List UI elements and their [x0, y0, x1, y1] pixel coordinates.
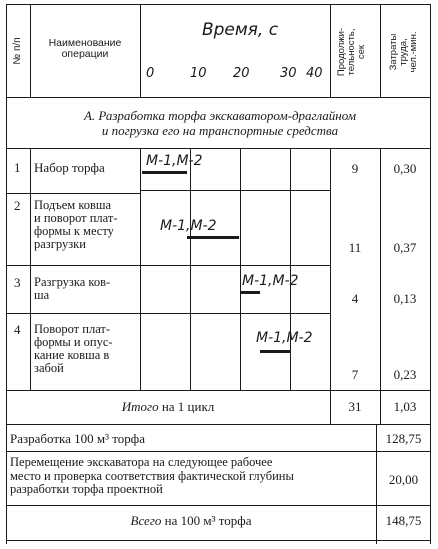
section-title: А. Разработка торфа экскаватором-драглайном и погрузка его на транспортные средства — [83, 108, 357, 138]
time-axis-title: Время, с — [201, 20, 279, 40]
gantt-bar-label: М-1,М-2 — [160, 218, 217, 234]
total-100-labor: 148,75 — [385, 513, 422, 528]
total-cycle-label-rest: на 1 цикл — [158, 399, 215, 414]
labor-value: 0,30 — [393, 161, 417, 176]
gantt-bar-label: М-1,М-2 — [256, 330, 313, 346]
gantt-bar — [187, 236, 239, 239]
gantt-bar-label: М-1,М-2 — [146, 153, 203, 169]
total-100-label — [6, 513, 376, 529]
relocation-labor: 20,00 — [388, 472, 419, 487]
labor-value: 0,23 — [393, 367, 417, 382]
operation-name: Набор торфа — [34, 160, 105, 175]
labor-value: 0,37 — [393, 240, 417, 255]
column-header-number: № п/п — [12, 37, 23, 65]
operation-name: Разгрузка ков- ша — [34, 275, 111, 302]
total-100-label-rest: на 100 м³ торфа — [161, 513, 252, 528]
duration-value: 7 — [351, 367, 359, 382]
operation-name: Подъем ковша и поворот плат- формы к месту разгрузки — [34, 198, 118, 251]
gantt-bar — [142, 171, 187, 174]
row-number: 1 — [14, 160, 21, 175]
operation-name: Поворот плат- формы и опус- кание ковша в забой — [34, 322, 113, 375]
time-tick-label: 30 — [280, 66, 297, 81]
row-number: 2 — [14, 198, 21, 213]
development-labor: 128,75 — [385, 431, 422, 446]
gantt-bar — [260, 350, 290, 353]
column-header-labor: Затраты труда, чел.-мин. — [388, 31, 419, 73]
row-number: 4 — [14, 322, 21, 337]
duration-value: 11 — [348, 240, 362, 255]
gantt-bar-label: М-1,М-2 — [242, 273, 299, 289]
time-tick-label: 20 — [233, 66, 250, 81]
total-100-label-italic: Всего — [130, 513, 162, 528]
total-cycle-duration: 31 — [348, 399, 362, 414]
duration-value: 9 — [351, 161, 359, 176]
total-cycle-label-italic: Итого — [121, 399, 159, 414]
time-tick-label: 40 — [306, 66, 323, 81]
total-cycle-labor: 1,03 — [393, 399, 417, 414]
total-cycle-label — [6, 399, 330, 415]
duration-value: 4 — [351, 291, 359, 306]
development-label: Разработка 100 м³ торфа — [10, 431, 145, 446]
row-number: 3 — [14, 275, 21, 290]
time-tick-label: 10 — [190, 66, 207, 81]
relocation-label: Перемещение экскаватора на следующее рабочее место и проверка соответствия фактической глубины разработки торфа проектной — [10, 455, 294, 496]
time-tick-label: 0 — [146, 66, 155, 81]
gantt-bar — [240, 291, 260, 294]
column-header-duration: Продолжи- тельность, сек — [336, 27, 367, 77]
column-header-operation: Наименование операции — [48, 37, 122, 60]
labor-value: 0,13 — [393, 291, 417, 306]
